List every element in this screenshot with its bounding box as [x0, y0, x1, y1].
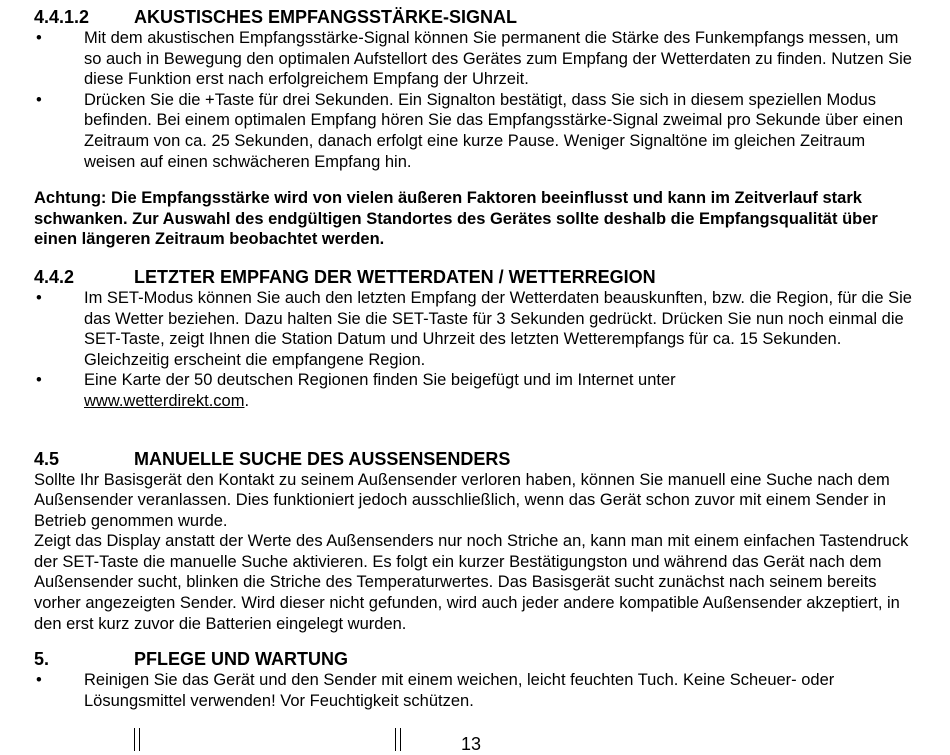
bullet-icon: • — [36, 371, 42, 390]
bullet-text: Reinigen Sie das Gerät und den Sender mit einem weichen, leicht feuchten Tuch. Keine Scheuer- oder Lösungsmittel verwenden! Vor Feuchtigkeit schützen. — [84, 671, 835, 710]
bullet-text — [84, 370, 914, 411]
bullet-icon: • — [36, 288, 42, 307]
bullet-item — [34, 90, 914, 172]
document-page — [34, 6, 914, 711]
section-heading-5 — [34, 648, 914, 670]
section-heading-4-4-1-2 — [34, 6, 914, 28]
section-heading-4-4-2 — [34, 266, 914, 288]
bullet-text: Im SET-Modus können Sie auch den letzten Empfang der Wetterdaten beauskunften, bzw. die Region, für die Sie das Wetter beziehen. Dazu halten Sie die SET-Taste für 3 Sekunden gedrückt. Drücken Sie nun noch einmal die SET-Taste, zeigt Ihnen die Station Datum und Uhrzeit des letzten Wetterempfangs für ca. 15 Sekunden. Gleichzeitig erscheint die empfangene Region. — [84, 288, 912, 369]
bullet-item — [34, 670, 914, 711]
bullet-item — [34, 28, 914, 90]
bullet-icon: • — [36, 671, 42, 690]
warning-note: Achtung: Die Empfangsstärke wird von vielen äußeren Faktoren beeinflusst und kann im Zeitverlauf stark schwanken. Zur Auswahl des endgültigen Standortes des Gerätes sollte deshalb die Empfangsqualität über einen längeren Zeitraum beobachtet werden. — [34, 189, 878, 249]
section-title: MANUELLE SUCHE DES AUSSENSENDERS — [134, 448, 511, 469]
frame-line — [395, 728, 396, 751]
section-number: 4.5 — [34, 448, 60, 469]
frame-line — [400, 728, 401, 751]
frame-line — [134, 728, 135, 751]
page-number: 13 — [461, 734, 482, 754]
bullet-item — [34, 370, 914, 411]
section-number: 4.4.1.2 — [34, 7, 90, 27]
paragraph: Sollte Ihr Basisgerät den Kontakt zu seinem Außensender verloren haben, können Sie manuell eine Suche nach dem Außensender veranlassen. Dies funktioniert jedoch ausschließlich, wenn das Gerät schon zuvor mit einem Sender in Betrieb genommen wurde. — [34, 470, 890, 530]
section-heading-4-5 — [34, 448, 914, 470]
section-number: 5. — [34, 649, 50, 670]
section-title: LETZTER EMPFANG DER WETTERDATEN / WETTERREGION — [134, 266, 656, 287]
section-title: PFLEGE UND WARTUNG — [134, 649, 348, 670]
paragraph: Zeigt das Display anstatt der Werte des Außensenders nur noch Striche an, kann man mit einem einfachen Tastendruck der SET-Taste die manuelle Suche aktivieren. Es folgt ein kurzer Bestätigungston und während das Gerät nach dem Außensender sucht, blinken die Striche des Temperaturwertes. Das Basisgerät sucht zunächst nach seinem bereits vorher angezeigten Sender. Wird dieser nicht gefunden, wird auch jeder andere kompatible Außensender akzeptiert, in den erst kurz zuvor die Batterien eingelegt wurden. — [34, 532, 909, 633]
bullet-icon: • — [36, 90, 42, 109]
section-number: 4.4.2 — [34, 266, 75, 287]
bullet-text-end: . — [244, 391, 250, 410]
bullet-icon: • — [36, 29, 42, 47]
bullet-text: Mit dem akustischen Empfangsstärke-Signal können Sie permanent die Stärke des Funkempfangs messen, um so auch in Bewegung den optimalen Aufstellort des Gerätes zum Empfang der Wetterdaten zu finden. Nutzen Sie diese Funktion erst nach erfolgreichem Empfang der Uhrzeit. — [84, 29, 912, 89]
section-title: AKUSTISCHES EMPFANGSSTÄRKE-SIGNAL — [134, 7, 518, 27]
frame-line — [139, 728, 140, 751]
website-link[interactable]: www.wetterdirekt.com — [84, 391, 245, 410]
bullet-text-lead: Eine Karte der 50 deutschen Regionen finden Sie beigefügt und im Internet unter — [84, 371, 676, 390]
bullet-text: Drücken Sie die +Taste für drei Sekunden. Ein Signalton bestätigt, dass Sie sich in diesem speziellen Modus befinden. Bei einem optimalen Empfang hören Sie das Empfangsstärke-Signal zweimal pro Sekunde über einen Zeitraum von ca. 25 Sekunden, danach erfolgt eine kurze Pause. Weniger Signaltöne im gleichen Zeitraum weisen auf einen schwächeren Empfang hin. — [84, 90, 904, 171]
bullet-item — [34, 288, 914, 370]
